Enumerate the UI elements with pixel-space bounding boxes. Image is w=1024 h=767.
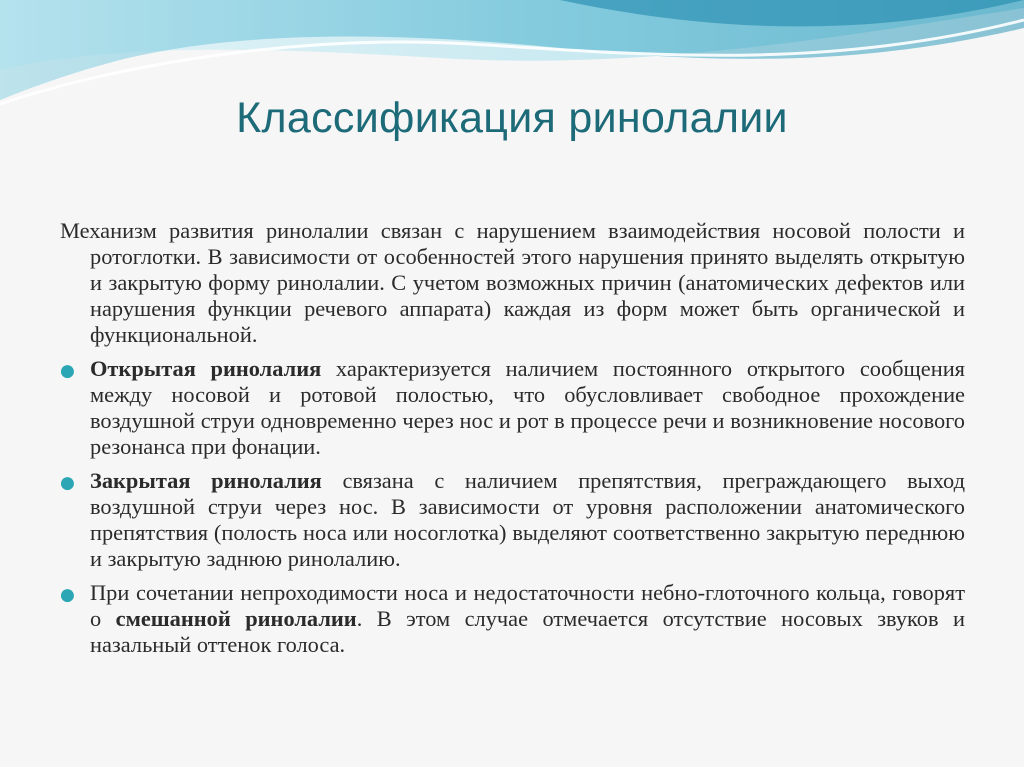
intro-paragraph: Механизм развития ринолалии связан с нарушением взаимодействия носовой полости и ротоглотки. В зависимости от особенностей этого нарушения принято выделять открытую и закрытую форму ринолалии. С учетом возможных причин (анатомических дефектов или нарушения функции речевого аппарата) каждая из форм может быть органической и функциональной. xyxy=(60,218,965,347)
bullet-item-closed-rhinolalia xyxy=(60,468,965,572)
term-closed-rhinolalia: Закрытая ринолалия xyxy=(90,468,322,493)
term-mixed-rhinolalia: смешанной ринолалии xyxy=(115,606,357,631)
bullet-text: характеризуется наличием постоянного открытого сообщения между носовой и ротовой полостью, что обусловливает свободное прохождение воздушной струи одновременно через нос и рот в процессе речи и возникновение носового резонанса при фонации. xyxy=(90,356,965,459)
bullet-dot-icon: ● xyxy=(60,361,75,381)
bullet-text-after: . В этом случае отмечается отсутствие носовых звуков и назальный оттенок голоса. xyxy=(90,606,965,657)
slide-title: Классификация ринолалии xyxy=(236,94,788,142)
bullet-text-before: При сочетании непроходимости носа и недостаточности небно-глоточного кольца, говорят о xyxy=(90,580,965,631)
bullet-item-mixed-rhinolalia xyxy=(60,580,965,658)
bullet-text: связана с наличием препятствия, преграждающего выход воздушной струи через нос. В зависимости от уровня расположении анатомического препятствия (полость носа или носоглотка) выделяют соответственно закрытую переднюю и закрытую заднюю ринолалию. xyxy=(90,468,965,571)
term-open-rhinolalia: Открытая ринолалия xyxy=(90,356,322,381)
bullet-dot-icon: ● xyxy=(60,585,75,605)
bullet-item-open-rhinolalia xyxy=(60,356,965,460)
bullet-dot-icon: ● xyxy=(60,473,75,493)
bullet-list xyxy=(60,356,965,658)
slide-content xyxy=(60,218,965,666)
